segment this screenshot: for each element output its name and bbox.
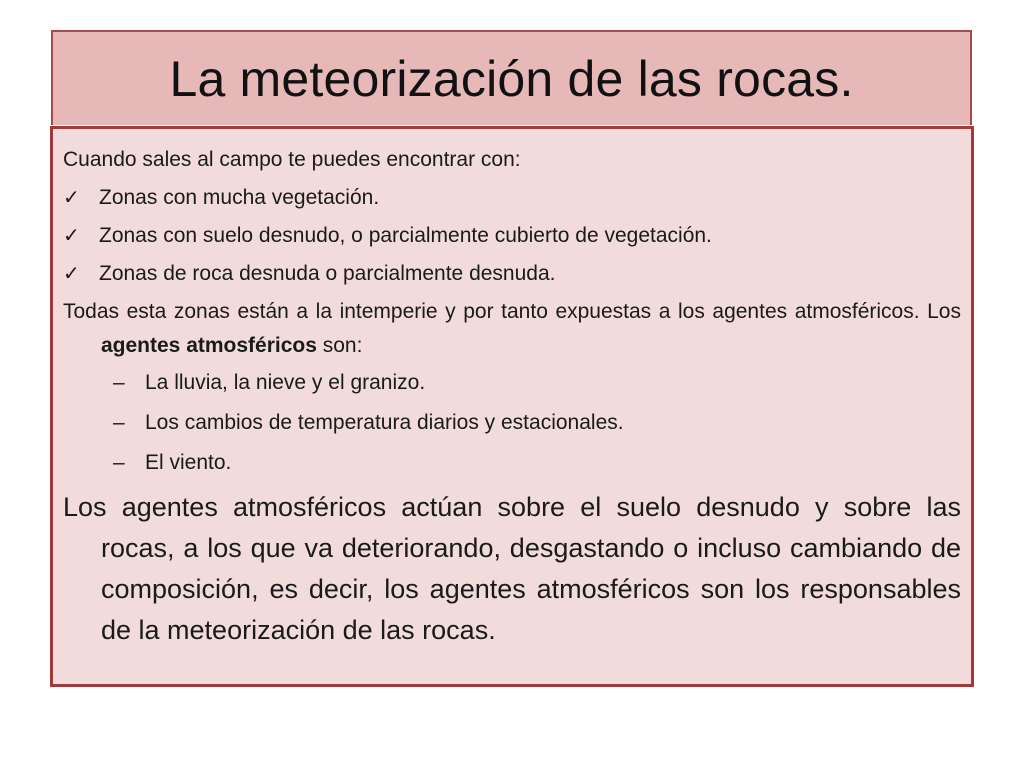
dash-icon: –: [113, 451, 125, 474]
agent-label: Los cambios de temperatura diarios y estacionales.: [145, 411, 624, 434]
check-icon: ✓: [63, 263, 80, 285]
conclusion-paragraph: Los agentes atmosféricos actúan sobre el suelo desnudo y sobre las rocas, a los que va deteriorando, desgastando o incluso cambiando de composición, es decir, los agentes atmosféricos son los responsables de la meteorización de las rocas.: [63, 492, 961, 645]
intro-text: Cuando sales al campo te puedes encontrar con:: [63, 148, 521, 171]
slide-title: La meteorización de las rocas.: [169, 50, 854, 107]
agent-label: La lluvia, la nieve y el granizo.: [145, 371, 426, 394]
check-item-label: Zonas con suelo desnudo, o parcialmente cubierto de vegetación.: [99, 224, 712, 247]
exposure-text: Todas esta zonas están a la intemperie y por tanto expuestas a los agentes atmosféricos. Los: [63, 300, 961, 323]
agent-list-item: [63, 443, 961, 483]
check-icon: ✓: [63, 187, 80, 209]
check-list-item: [63, 255, 961, 293]
agent-list-item: [63, 363, 961, 403]
title-bar: [51, 30, 972, 125]
check-icon: ✓: [63, 225, 80, 247]
dash-icon: –: [113, 411, 125, 434]
check-list-item: [63, 179, 961, 217]
dash-icon: –: [113, 371, 125, 394]
check-item-label: Zonas de roca desnuda o parcialmente desnuda.: [99, 262, 556, 285]
exposure-paragraph: [63, 295, 961, 363]
check-item-label: Zonas con mucha vegetación.: [99, 186, 380, 209]
check-list-item: [63, 217, 961, 255]
agents-emphasis: agentes atmosféricos: [101, 334, 317, 357]
content-panel: [50, 126, 974, 687]
agent-list-item: [63, 403, 961, 443]
exposure-text-end: son:: [316, 334, 363, 357]
agent-label: El viento.: [145, 451, 232, 474]
